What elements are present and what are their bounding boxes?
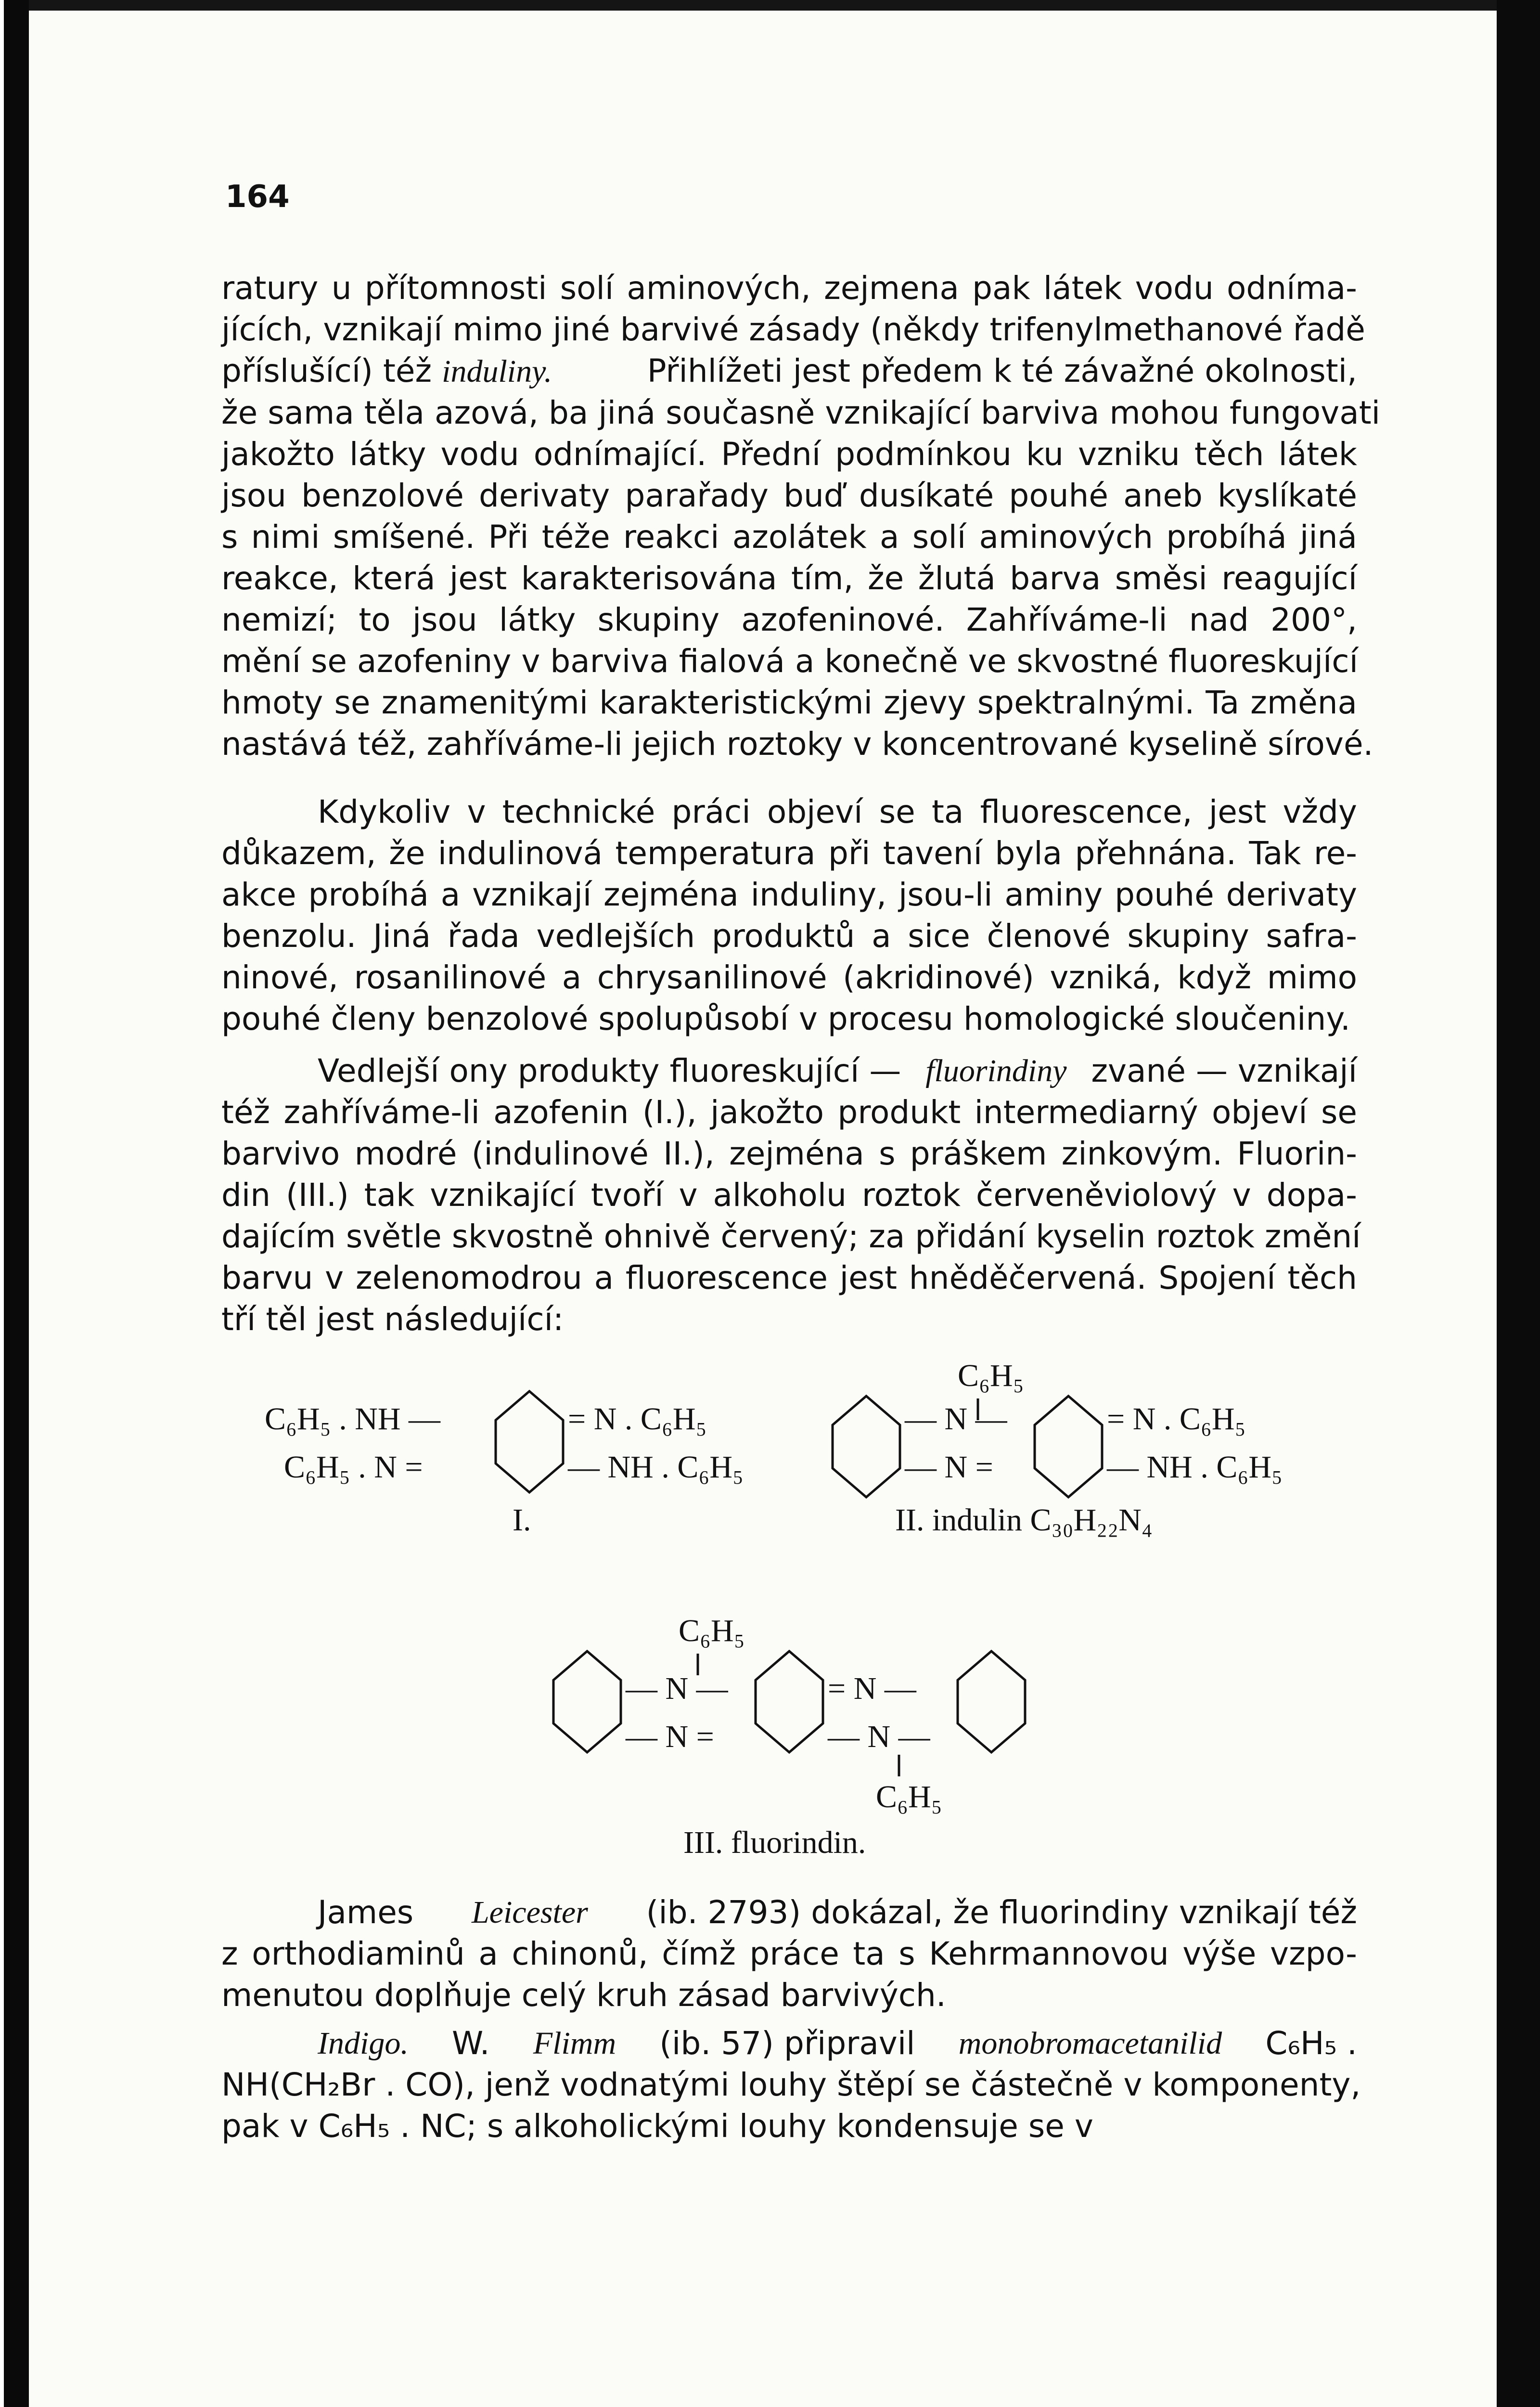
formula-ii-n-top: — N — <box>905 1401 1007 1436</box>
text-line: jsou benzolové derivaty parařady buď dusíkaté pouhé aneb kyslíkaté <box>221 477 1357 514</box>
formula-i-left-top: C₆H₅ . NH — <box>265 1401 441 1436</box>
text-line <box>221 350 1357 392</box>
text-line <box>221 1050 1357 1092</box>
benzene-ring-ii-left <box>833 1396 900 1497</box>
text-line: akce probíhá a vznikají zejména induliny, jsou-li aminy pouhé derivaty <box>221 876 1357 913</box>
formula-ii-right-top: = N . C₆H₅ <box>1107 1401 1246 1436</box>
paragraph-5 <box>221 2023 1361 2147</box>
text-fragment: C₆H₅ . <box>1265 2025 1357 2062</box>
formula-iii-label: III. fluorindin. <box>683 1825 866 1860</box>
formula-iii-n3: = N — <box>828 1671 916 1706</box>
text-fragment: příslušící) též <box>221 352 432 389</box>
text-line: jakožto látky vodu odnímající. Přední podmínkou ku vzniku těch látek <box>221 436 1357 473</box>
text-fragment: Přihlížeti jest předem k té závažné okolnosti, <box>647 352 1357 389</box>
text-line: že sama těla azová, ba jiná současně vznikající barviva mohou fungovati <box>221 394 1380 431</box>
formula-i-right-top: = N . C₆H₅ <box>568 1401 707 1436</box>
text-fragment: (ib. 57) připravil <box>659 2025 915 2062</box>
formula-iii-n1: — N — <box>626 1671 728 1706</box>
text-fragment: zvané — vznikají <box>1091 1052 1357 1089</box>
author-name: Flimm <box>533 2026 616 2061</box>
paragraph-1 <box>221 268 1380 765</box>
text-line <box>221 1892 1357 1933</box>
chemical-formulas <box>202 1343 1386 1873</box>
text-line: hmoty se znamenitými karakteristickými zjevy spektralnými. Ta změna <box>221 684 1357 721</box>
paragraph-4 <box>221 1892 1357 2016</box>
benzene-ring-iii-1 <box>553 1651 621 1752</box>
text-line: jících, vznikají mimo jiné barvivé zásady (někdy trifenylmethanové řadě <box>221 311 1365 348</box>
text-fragment: (ib. 2793) dokázal, že fluorindiny vznikají též <box>646 1894 1357 1931</box>
text-line: ratury u přítomnosti solí aminových, zejmena pak látek vodu odníma- <box>221 270 1357 307</box>
text-line: mění se azofeniny v barviva fialová a konečně ve skvostné fluoreskující <box>221 643 1358 680</box>
text-line: tří těl jest následující: <box>221 1301 564 1338</box>
formula-i-label: I. <box>513 1502 531 1538</box>
emphasis-induliny: induliny. <box>442 354 552 389</box>
formula-iii-bottom-substituent: C₆H₅ <box>876 1779 942 1814</box>
text-line: též zahříváme-li azofenin (I.), jakožto produkt intermediarný objeví se <box>221 1094 1357 1131</box>
compound-name: monobromacetanilid <box>958 2026 1222 2061</box>
text-fragment: James <box>318 1894 414 1931</box>
paragraph-3 <box>221 1050 1361 1340</box>
text-fragment: W. <box>451 2025 490 2062</box>
text-line: pouhé členy benzolové spolupůsobí v procesu homologické sloučeniny. <box>221 1000 1350 1037</box>
text-fragment: Vedlejší ony produkty fluoreskující — <box>318 1052 901 1089</box>
formula-ii-substituent: C₆H₅ <box>958 1358 1024 1393</box>
formula-ii-label: II. indulin C₃₀H₂₂N₄ <box>895 1502 1153 1538</box>
page-number: 164 <box>225 179 290 215</box>
formula-ii-n-bottom: — N = <box>905 1449 993 1485</box>
scan-edge-right <box>1497 0 1540 2407</box>
text-line: Kdykoliv v technické práci objeví se ta fluorescence, jest vždy <box>318 793 1357 830</box>
text-line: menutou doplňuje celý kruh zásad barvivých. <box>221 1977 946 2014</box>
text-line: ninové, rosanilinové a chrysanilinové (akridinové) vzniká, když mimo <box>221 959 1357 996</box>
scan-edge-top <box>29 0 1511 11</box>
text-line: nastává též, zahříváme-li jejich roztoky v koncentrované kyselině sírové. <box>221 725 1373 763</box>
text-line: benzolu. Jiná řada vedlejších produktů a sice členové skupiny safra- <box>221 918 1357 955</box>
text-line: reakce, která jest karakterisována tím, že žlutá barva směsi reagující <box>221 560 1357 597</box>
text-line: barvu v zelenomodrou a fluorescence jest hněděčervená. Spojení těch <box>221 1259 1357 1296</box>
paragraph-2 <box>221 791 1357 1040</box>
text-line <box>221 2023 1357 2064</box>
benzene-ring-ii-right <box>1035 1396 1102 1497</box>
text-line: důkazem, že indulinová temperatura při tavení byla přehnána. Tak re- <box>221 835 1357 872</box>
text-line: dajícím světle skvostně ohnivě červený; za přidání kyselin roztok změní <box>221 1218 1361 1255</box>
text-line: nemizí; to jsou látky skupiny azofeninové. Zahříváme-li nad 200°, <box>221 601 1357 638</box>
formula-iii-top-substituent: C₆H₅ <box>679 1613 745 1648</box>
text-line: s nimi smíšené. Při téže reakci azolátek a solí aminových probíhá jiná <box>221 518 1357 556</box>
text-line: din (III.) tak vznikající tvoří v alkoholu roztok červeněviolový v dopa- <box>221 1177 1357 1214</box>
benzene-ring-iii-3 <box>958 1651 1025 1752</box>
formula-iii-n2: — N = <box>626 1719 714 1754</box>
benzene-ring-iii-2 <box>756 1651 823 1752</box>
section-heading-indigo: Indigo. <box>318 2026 409 2061</box>
text-line: z orthodiaminů a chinonů, čímž práce ta s Kehrmannovou výše vzpo- <box>221 1935 1357 1972</box>
emphasis-fluorindiny: fluorindiny <box>925 1053 1067 1088</box>
scan-edge-left <box>4 0 32 2407</box>
formula-iii-n4: — N — <box>828 1719 930 1754</box>
text-line: barvivo modré (indulinové II.), zejména s práškem zinkovým. Fluorin- <box>221 1135 1357 1172</box>
formula-i-right-bottom: — NH . C₆H₅ <box>568 1449 744 1485</box>
author-name: Leicester <box>471 1895 588 1930</box>
text-line: pak v C₆H₅ . NC; s alkoholickými louhy kondensuje se v <box>221 2108 1093 2145</box>
text-line: NH(CH₂Br . CO), jenž vodnatými louhy štěpí se částečně v komponenty, <box>221 2066 1361 2103</box>
benzene-ring-i <box>496 1391 563 1492</box>
formula-i-left-bottom: C₆H₅ . N = <box>284 1449 423 1485</box>
formula-ii-right-bottom: — NH . C₆H₅ <box>1107 1449 1283 1485</box>
